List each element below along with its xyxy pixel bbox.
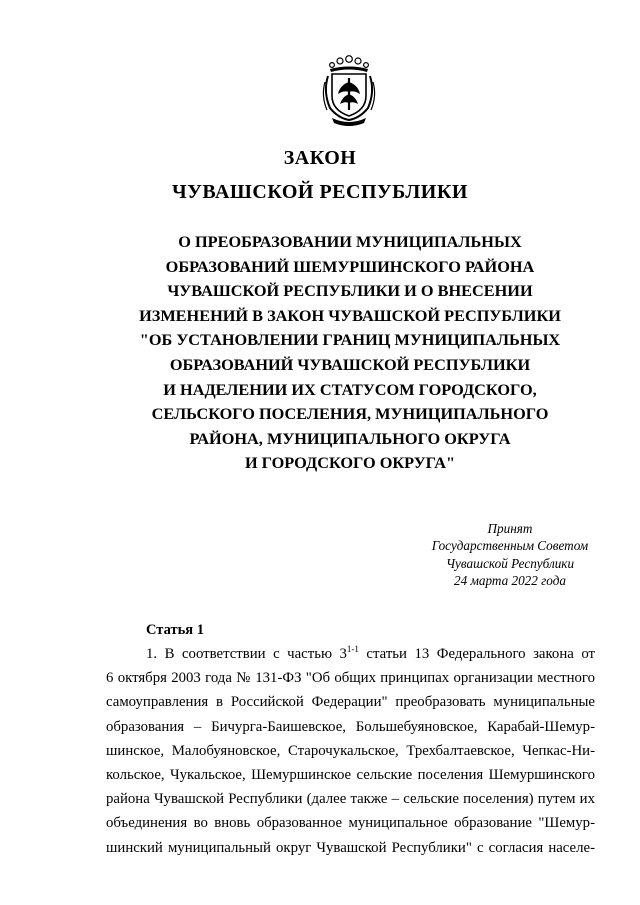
superscript-part: 1-1 <box>346 644 359 654</box>
paragraph-text: статьи 13 Федерального закона от <box>358 646 595 662</box>
subject-line: И ГОРОДСКОГО ОКРУГА" <box>244 453 456 473</box>
subject-line: ОБРАЗОВАНИЙ ЧУВАШСКОЙ РЕСПУБЛИКИ <box>169 354 531 374</box>
subject-line: ИЗМЕНЕНИЙ В ЗАКОН ЧУВАШСКОЙ РЕСПУБЛИКИ <box>139 305 561 325</box>
paragraph-line: района Чувашской Республики (далее также – сельские поселения) путем их <box>106 791 595 808</box>
document-type-title: ЗАКОН <box>283 147 357 169</box>
subject-line: РАЙОНА, МУНИЦИПАЛЬНОГО ОКРУГА <box>189 428 511 448</box>
issuing-authority-title: ЧУВАШСКОЙ РЕСПУБЛИКИ <box>172 181 468 203</box>
paragraph-line: 6 октября 2003 года № 131-ФЗ "Об общих принципах организации местного <box>106 670 595 687</box>
paragraph-line: шинское, Малобуяновское, Старочукальское, Трехбалтаевское, Чепкас-Ни- <box>106 742 595 759</box>
adopted-body: Государственным Советом <box>431 538 589 554</box>
subject-line: И НАДЕЛЕНИИ ИХ СТАТУСОМ ГОРОДСКОГО, <box>163 379 537 399</box>
paragraph-line: образования – Бичурга-Баишевское, Большебуяновское, Карабай-Шемур- <box>106 718 595 735</box>
paragraph-text: 1. В соответствии с частью 3 <box>146 646 347 662</box>
law-subject-title <box>90 230 610 476</box>
subject-line: "ОБ УСТАНОВЛЕНИИ ГРАНИЦ МУНИЦИПАЛЬНЫХ <box>139 330 561 350</box>
coat-of-arms-emblem <box>318 52 380 130</box>
subject-line: СЕЛЬСКОГО ПОСЕЛЕНИЯ, МУНИЦИПАЛЬНОГО <box>151 404 549 424</box>
adoption-note <box>390 520 630 590</box>
adopted-republic: Чувашской Республики <box>445 555 575 571</box>
subject-line: О ПРЕОБРАЗОВАНИИ МУНИЦИПАЛЬНЫХ <box>178 232 522 251</box>
adopted-date: 24 марта 2022 года <box>454 573 566 589</box>
adopted-label: Принят <box>487 521 533 536</box>
paragraph-line: самоуправления в Российской Федерации" преобразовать муниципальные <box>106 694 595 711</box>
paragraph-line <box>106 642 595 666</box>
paragraph-line: кольское, Чукальское, Шемуршинское сельские поселения Шемуршинского <box>106 767 595 784</box>
subject-line: ОБРАЗОВАНИЙ ШЕМУРШИНСКОГО РАЙОНА <box>165 256 535 276</box>
subject-line: ЧУВАШСКОЙ РЕСПУБЛИКИ И О ВНЕСЕНИИ <box>167 281 533 301</box>
article-body <box>106 642 595 860</box>
paragraph-line: объединения во вновь образованное муниципальное образование "Шемур- <box>106 815 595 832</box>
paragraph-line: шинский муниципальный округ Чувашской Республики" с согласия населе- <box>106 839 595 856</box>
article-heading: Статья 1 <box>146 622 204 638</box>
